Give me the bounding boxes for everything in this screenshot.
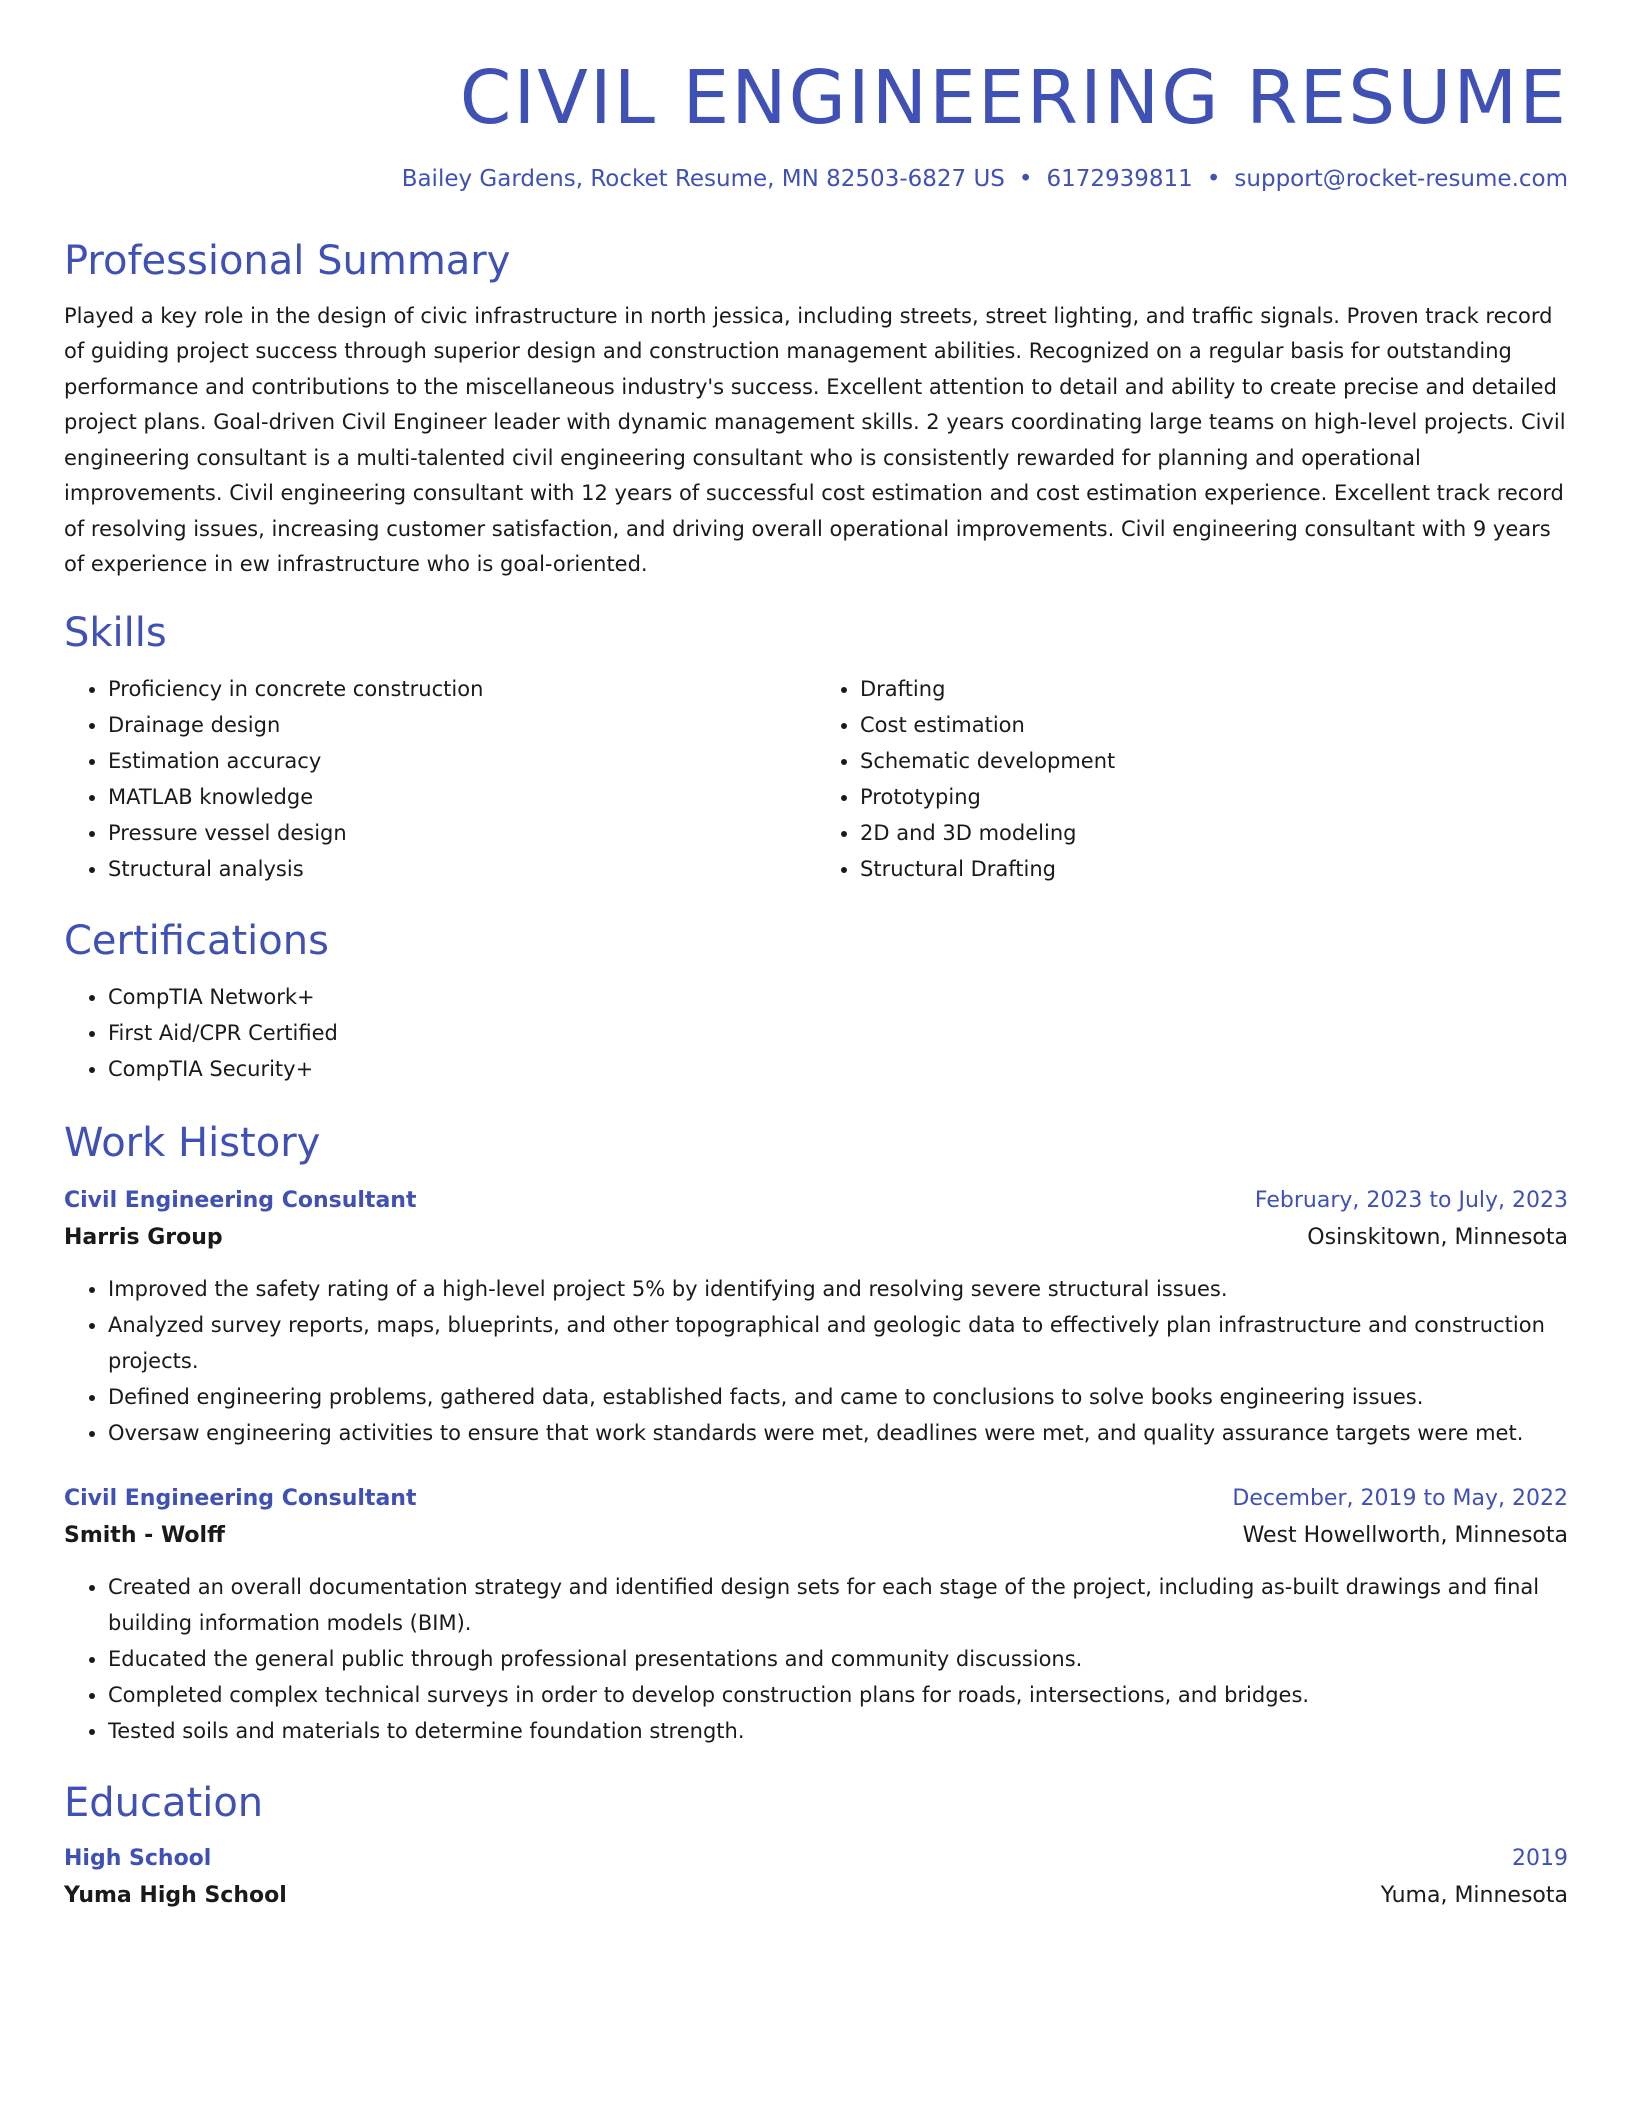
contact-email[interactable]: support@rocket-resume.com: [1234, 166, 1568, 193]
job-company: Harris Group: [64, 1224, 223, 1250]
skill-item: • Pressure vessel design: [108, 815, 816, 851]
skill-item: • Structural Drafting: [860, 851, 1568, 887]
summary-text: Played a key role in the design of civic infrastructure in north jessica, including streets, street lighting, and traffic signals. Proven track record of guiding project success through superior design and construction management abilities. Recognized on a regular basis for outstanding performance and contributions to the miscellaneous industry's success. Excellent attention to detail and ability to create precise and detailed project plans. Goal-driven Civil Engineer leader with dynamic management skills. 2 years coordinating large teams on high-level projects. Civil engineering consultant is a multi-talented civil engineering consultant who is consistently rewarded for planning and operational improvements. Civil engineering consultant with 12 years of successful cost estimation and cost estimation experience. Excellent track record of resolving issues, increasing customer satisfaction, and driving overall operational improvements. Civil engineering consultant with 9 years of experience in ew infrastructure who is goal-oriented.: [64, 303, 1566, 577]
job-title: Civil Engineering Consultant: [64, 1187, 417, 1213]
certifications-section: [64, 917, 1568, 1087]
skill-item: • Drafting: [860, 671, 1568, 707]
job-company-row: [64, 1219, 1568, 1257]
certification-item: • CompTIA Network+: [108, 979, 1568, 1015]
education-section: [64, 1779, 1568, 1915]
education-school: Yuma High School: [64, 1882, 287, 1908]
job-bullet: • Analyzed survey reports, maps, blueprints, and other topographical and geologic data to effectively plan infrastructure and construction projects.: [108, 1307, 1568, 1379]
skill-item: • Estimation accuracy: [108, 743, 816, 779]
job-bullet: • Educated the general public through professional presentations and community discussions.: [108, 1641, 1568, 1677]
contact-separator: •: [1018, 166, 1033, 193]
summary-heading: Professional Summary: [64, 237, 511, 284]
education-degree: High School: [64, 1845, 212, 1871]
summary-section: [64, 237, 1568, 583]
job-title-row: [64, 1183, 1568, 1219]
skills-list-left: [64, 671, 816, 887]
skills-heading: Skills: [64, 609, 167, 656]
job-bullet: • Defined engineering problems, gathered data, established facts, and came to conclusions to solve books engineering issues.: [108, 1379, 1568, 1415]
job-bullet: • Improved the safety rating of a high-level project 5% by identifying and resolving severe structural issues.: [108, 1271, 1568, 1307]
skills-section: [64, 609, 1568, 887]
skill-item: • Drainage design: [108, 707, 816, 743]
skill-item: • MATLAB knowledge: [108, 779, 816, 815]
skill-item: • Cost estimation: [860, 707, 1568, 743]
job-company: Smith - Wolff: [64, 1522, 225, 1548]
job-dates: December, 2019 to May, 2022: [1232, 1485, 1568, 1511]
job-title: Civil Engineering Consultant: [64, 1485, 417, 1511]
certification-item: • CompTIA Security+: [108, 1051, 1568, 1087]
education-degree-row: [64, 1841, 1568, 1877]
job-bullets: [64, 1569, 1568, 1749]
skill-item: • Prototyping: [860, 779, 1568, 815]
job-bullet: • Completed complex technical surveys in order to develop construction plans for roads, intersections, and bridges.: [108, 1677, 1568, 1713]
skill-item: • 2D and 3D modeling: [860, 815, 1568, 851]
education-heading: Education: [64, 1779, 264, 1826]
job-entry: [64, 1183, 1568, 1451]
contact-address: Bailey Gardens, Rocket Resume, MN 82503-6827 US: [401, 166, 1005, 193]
job-title-row: [64, 1481, 1568, 1517]
job-location: Osinskitown, Minnesota: [1307, 1224, 1568, 1250]
job-dates: February, 2023 to July, 2023: [1254, 1187, 1568, 1213]
contact-line: [64, 165, 1568, 195]
certifications-heading: Certifications: [64, 917, 329, 964]
certification-item: • First Aid/CPR Certified: [108, 1015, 1568, 1051]
certifications-list: [64, 979, 1568, 1087]
job-location: West Howellworth, Minnesota: [1242, 1522, 1568, 1548]
job-bullet: • Created an overall documentation strategy and identified design sets for each stage of the project, including as-built drawings and final building information models (BIM).: [108, 1569, 1568, 1641]
education-entry: [64, 1841, 1568, 1915]
skill-item: • Proficiency in concrete construction: [108, 671, 816, 707]
skill-item: • Structural analysis: [108, 851, 816, 887]
skill-item: • Schematic development: [860, 743, 1568, 779]
education-school-row: [64, 1877, 1568, 1915]
work-history-section: [64, 1119, 1568, 1749]
work-history-heading: Work History: [64, 1119, 321, 1166]
job-bullet: • Tested soils and materials to determine foundation strength.: [108, 1713, 1568, 1749]
job-company-row: [64, 1517, 1568, 1555]
contact-separator: •: [1206, 166, 1221, 193]
job-bullet: • Oversaw engineering activities to ensure that work standards were met, deadlines were met, and quality assurance targets were met.: [108, 1415, 1568, 1451]
job-entry: [64, 1481, 1568, 1749]
skills-list-right: [816, 671, 1568, 887]
page-title: CIVIL ENGINEERING RESUME: [459, 55, 1568, 141]
contact-phone[interactable]: 6172939811: [1046, 166, 1193, 193]
education-year: 2019: [1512, 1845, 1568, 1871]
education-location: Yuma, Minnesota: [1380, 1882, 1568, 1908]
job-bullets: [64, 1271, 1568, 1451]
resume-header: [64, 56, 1568, 195]
skills-grid: [64, 671, 1568, 887]
